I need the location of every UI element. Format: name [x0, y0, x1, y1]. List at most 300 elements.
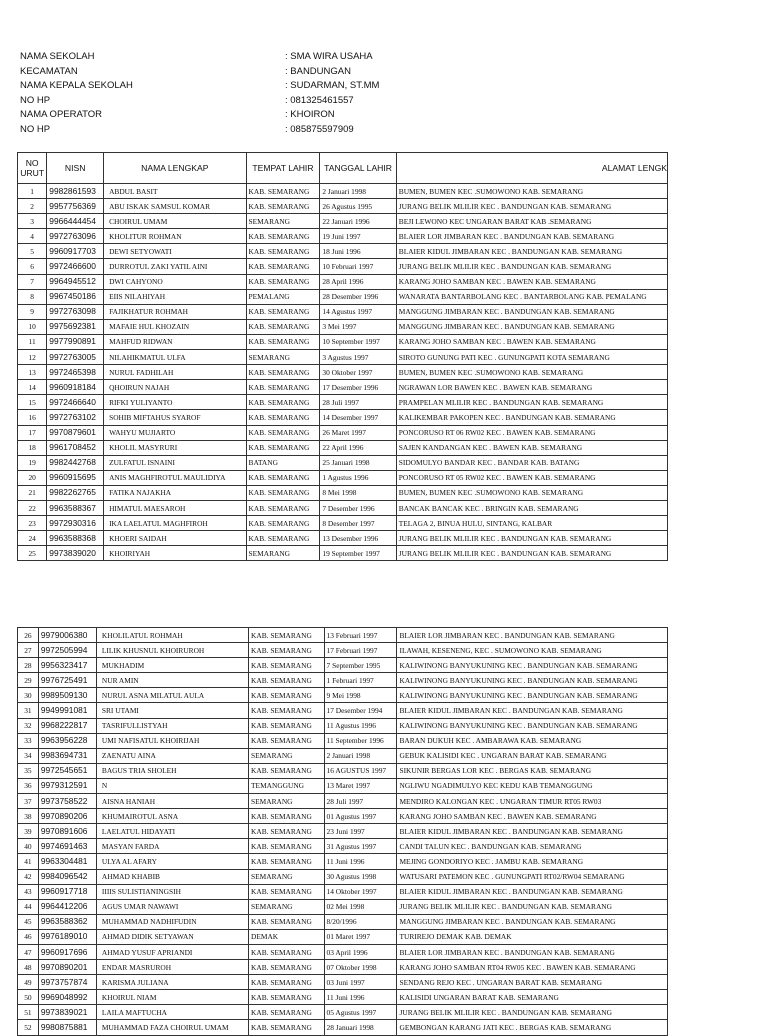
cell-alamat: KARANG JOHO SAMBAN KEC . BAWEN KAB. SEMARANG [396, 334, 667, 349]
cell-nisn: 9977990891 [47, 334, 104, 349]
cell-tempat: PEMALANG [246, 289, 320, 304]
info-value: : 081325461557 [285, 94, 354, 106]
table-row [18, 440, 668, 455]
cell-alamat: KALIWINONG BANYUKUNING KEC . BANDUNGAN KAB. SEMARANG [397, 718, 668, 733]
cell-nisn: 9976725491 [38, 673, 96, 688]
cell-nama: LILIK KHUSNUL KHOIRUROH [96, 643, 248, 658]
cell-no: 28 [18, 658, 39, 673]
cell-tanggal: 17 Desember 1996 [320, 380, 396, 395]
table-row [18, 546, 668, 561]
cell-no: 17 [18, 425, 47, 440]
cell-tempat: DEMAK [249, 929, 325, 944]
cell-no: 47 [18, 944, 39, 959]
cell-nisn: 9967450186 [47, 289, 104, 304]
table-row [18, 778, 668, 793]
cell-nama: BAGUS TRIA SHOLEH [96, 763, 248, 778]
table-row [18, 425, 668, 440]
cell-alamat: BARAN DUKUH KEC . AMBARAWA KAB. SEMARANG [397, 733, 668, 748]
table-row [18, 824, 668, 839]
cell-tanggal: 28 Juli 1997 [324, 794, 397, 809]
cell-tempat: SEMARANG [249, 899, 325, 914]
info-label: NAMA KEPALA SEKOLAH [20, 80, 133, 92]
cell-no: 45 [18, 914, 39, 929]
cell-alamat: JURANG BELIK MLILIR KEC . BANDUNGAN KAB. SEMARANG [397, 1005, 668, 1020]
cell-alamat: BUMEN, BUMEN KEC .SUMOWONO KAB. SEMARANG [396, 184, 667, 199]
cell-no: 7 [18, 274, 47, 289]
table-row [18, 914, 668, 929]
cell-alamat: CANDI TALUN KEC . BANDUNGAN KAB. SEMARANG [397, 839, 668, 854]
table-row [18, 319, 668, 334]
cell-no: 51 [18, 1005, 39, 1020]
cell-tempat: KAB. SEMARANG [246, 395, 320, 410]
cell-tanggal: 7 September 1995 [324, 658, 397, 673]
cell-tanggal: 31 Agustus 1997 [324, 839, 397, 854]
cell-no: 39 [18, 824, 39, 839]
cell-nama: MAFAIE HUL KHOZAIN [104, 319, 246, 334]
student-table-page-1 [0, 152, 668, 558]
col-header-nisn: NISN [47, 153, 104, 184]
cell-tanggal: 8 Mei 1998 [320, 485, 396, 500]
cell-nisn: 9970890201 [38, 960, 96, 975]
cell-nama: NILAHIKMATUL ULFA [104, 350, 246, 365]
cell-no: 18 [18, 440, 47, 455]
cell-tanggal: 02 Mei 1998 [324, 899, 397, 914]
cell-nama: AHMAD KHABIB [96, 869, 248, 884]
cell-nama: FATIKA NAJAKHA [104, 485, 246, 500]
cell-alamat: ILAWAH, KESENENG, KEC . SUMOWONO KAB. SEMARANG [397, 643, 668, 658]
cell-tempat: KAB. SEMARANG [249, 628, 325, 643]
info-label: KECAMATAN [20, 65, 78, 77]
cell-nama: KARISMA JULIANA [96, 975, 248, 990]
cell-alamat: MANGGUNG JIMBARAN KEC . BANDUNGAN KAB. SEMARANG [397, 914, 668, 929]
cell-no: 25 [18, 546, 47, 561]
info-value: : 085875597909 [285, 123, 354, 135]
cell-tanggal: 22 Januari 1996 [320, 214, 396, 229]
cell-tempat: KAB. SEMARANG [246, 470, 320, 485]
table-row [18, 229, 668, 244]
cell-nisn: 9973758522 [38, 794, 96, 809]
table-row [18, 410, 668, 425]
cell-nisn: 9983694731 [38, 748, 96, 763]
cell-tempat: KAB. SEMARANG [249, 884, 325, 899]
cell-tempat: KAB. SEMARANG [249, 854, 325, 869]
cell-no: 46 [18, 929, 39, 944]
table-row [18, 1020, 668, 1035]
table-row [18, 350, 668, 365]
table-row [18, 500, 668, 515]
cell-tanggal: 13 Februari 1997 [324, 628, 397, 643]
table-row [18, 929, 668, 944]
cell-tanggal: 23 Juni 1997 [324, 824, 397, 839]
cell-nama: ANIS MAGHFIROTUL MAULIDIYA [104, 470, 246, 485]
cell-nama: LAELATUL HIDAYATI [96, 824, 248, 839]
cell-alamat: BLAIER KIDUL JIMBARAN KEC . BANDUNGAN KAB. SEMARANG [397, 703, 668, 718]
cell-nisn: 9970890206 [38, 809, 96, 824]
cell-nama: DURROTUL ZAKI YATIL AINI [104, 259, 246, 274]
col-header-alamat: ALAMAT LENGK [396, 153, 667, 184]
table-row [18, 274, 668, 289]
cell-alamat: PONCORUSO RT 05 RW02 KEC . BAWEN KAB. SEMARANG [396, 470, 667, 485]
cell-tanggal: 13 Maret 1997 [324, 778, 397, 793]
table-row [18, 794, 668, 809]
cell-nisn: 9975692381 [47, 319, 104, 334]
table-row [18, 259, 668, 274]
cell-tempat: TEMANGGUNG [249, 778, 325, 793]
table-row [18, 658, 668, 673]
cell-no: 42 [18, 869, 39, 884]
cell-tempat: KAB. SEMARANG [246, 365, 320, 380]
table-row [18, 733, 668, 748]
cell-no: 19 [18, 455, 47, 470]
info-label: NO HP [20, 94, 51, 106]
cell-nisn: 9972763098 [47, 304, 104, 319]
cell-tempat: KAB. SEMARANG [249, 914, 325, 929]
cell-alamat: SIKUNIR BERGAS LOR KEC . BERGAS KAB. SEMARANG [397, 763, 668, 778]
table-row [18, 380, 668, 395]
cell-no: 35 [18, 763, 39, 778]
cell-alamat: WATUSARI PATEMON KEC . GUNUNGPATI RT02/RW04 SEMARANG [397, 869, 668, 884]
cell-nama: NURUL FADHILAH [104, 365, 246, 380]
cell-nama: SOHIB MIFTAHUS SYAROF [104, 410, 246, 425]
cell-no: 11 [18, 334, 47, 349]
cell-tempat: KAB. SEMARANG [246, 334, 320, 349]
cell-nama: ABDUL BASIT [104, 184, 246, 199]
cell-nisn: 9972763096 [47, 229, 104, 244]
cell-alamat: BLAIER LOR JIMBARAN KEC . BANDUNGAN KAB. SEMARANG [397, 628, 668, 643]
info-value: : BANDUNGAN [285, 65, 351, 77]
cell-alamat: KARANG JOHO SAMBAN KEC . BAWEN KAB. SEMARANG [397, 809, 668, 824]
cell-tanggal: 22 April 1996 [320, 440, 396, 455]
table-row [18, 643, 668, 658]
cell-tempat: KAB. SEMARANG [249, 718, 325, 733]
cell-tempat: KAB. SEMARANG [249, 839, 325, 854]
cell-tempat: KAB. SEMARANG [249, 703, 325, 718]
cell-no: 26 [18, 628, 39, 643]
cell-nama: KHOLITUR ROHMAN [104, 229, 246, 244]
cell-tanggal: 13 Desember 1996 [320, 531, 396, 546]
cell-nisn: 9973839020 [47, 546, 104, 561]
cell-no: 43 [18, 884, 39, 899]
cell-tanggal: 18 Juni 1996 [320, 244, 396, 259]
cell-alamat: PONCORUSO RT 06 RW02 KEC . BAWEN KAB. SEMARANG [396, 425, 667, 440]
cell-nama: CHOIRUL UMAM [104, 214, 246, 229]
cell-alamat: SENDANG REJO KEC . UNGARAN BARAT KAB. SEMARANG [397, 975, 668, 990]
cell-nama: KHOLIL MASYRURI [104, 440, 246, 455]
table-row [18, 516, 668, 531]
cell-nama: ULYA AL AFARY [96, 854, 248, 869]
cell-no: 21 [18, 485, 47, 500]
table-row [18, 944, 668, 959]
cell-tanggal: 05 Agustus 1997 [324, 1005, 397, 1020]
cell-alamat: TELAGA 2, BINUA HULU, SINTANG, KALBAR [396, 516, 667, 531]
cell-alamat: TURIREJO DEMAK KAB. DEMAK [397, 929, 668, 944]
cell-nama: MUKHADIM [96, 658, 248, 673]
cell-nama: ABU ISKAK SAMSUL KOMAR [104, 199, 246, 214]
cell-alamat: KARANG JOHO SAMBAN KEC . BAWEN KAB. SEMARANG [396, 274, 667, 289]
table-row [18, 628, 668, 643]
table-row [18, 703, 668, 718]
cell-alamat: KALISIDI UNGARAN BARAT KAB. SEMARANG [397, 990, 668, 1005]
cell-tanggal: 30 Agustus 1998 [324, 869, 397, 884]
cell-nisn: 9966444454 [47, 214, 104, 229]
cell-tanggal: 28 Juli 1997 [320, 395, 396, 410]
cell-nisn: 9979006380 [38, 628, 96, 643]
cell-no: 37 [18, 794, 39, 809]
cell-tempat: KAB. SEMARANG [246, 304, 320, 319]
info-value: : SUDARMAN, ST.MM [285, 80, 380, 92]
cell-nama: ZAENATU AINA [96, 748, 248, 763]
cell-alamat: SAJEN KANDANGAN KEC . BAWEN KAB. SEMARANG [396, 440, 667, 455]
info-label: NAMA SEKOLAH [20, 51, 95, 62]
cell-no: 15 [18, 395, 47, 410]
cell-alamat: PRAMPELAN MLILIR KEC . BANDUNGAN KAB. SEMARANG [396, 395, 667, 410]
cell-tanggal: 11 Juni 1996 [324, 854, 397, 869]
table-row [18, 304, 668, 319]
cell-no: 14 [18, 380, 47, 395]
cell-alamat: KALIWINONG BANYUKUNING KEC . BANDUNGAN KAB. SEMARANG [397, 673, 668, 688]
cell-nisn: 9963588367 [47, 500, 104, 515]
cell-tempat: KAB. SEMARANG [249, 688, 325, 703]
info-value: : SMA WIRA USAHA [285, 51, 373, 62]
table-row [18, 334, 668, 349]
cell-tanggal: 14 Desember 1997 [320, 410, 396, 425]
cell-nisn: 9970879601 [47, 425, 104, 440]
table-row [18, 975, 668, 990]
table-row [18, 990, 668, 1005]
cell-tempat: KAB. SEMARANG [249, 990, 325, 1005]
cell-nisn: 9972763102 [47, 410, 104, 425]
cell-no: 2 [18, 199, 47, 214]
cell-tempat: KAB. SEMARANG [246, 199, 320, 214]
cell-alamat: KARANG JOHO SAMBAN RT04 RW05 KEC . BAWEN KAB. SEMARANG [397, 960, 668, 975]
cell-tempat: KAB. SEMARANG [246, 500, 320, 515]
cell-nisn: 9960915695 [47, 470, 104, 485]
table-row [18, 688, 668, 703]
cell-nisn: 9957756369 [47, 199, 104, 214]
cell-no: 49 [18, 975, 39, 990]
cell-tempat: SEMARANG [246, 214, 320, 229]
cell-alamat: SIDOMULYO BANDAR KEC . BANDAR KAB. BATANG [396, 455, 667, 470]
cell-tempat: KAB. SEMARANG [246, 229, 320, 244]
cell-nisn: 9979312591 [38, 778, 96, 793]
cell-no: 52 [18, 1020, 39, 1035]
info-label: NAMA OPERATOR [20, 109, 102, 121]
cell-nama: N [96, 778, 248, 793]
cell-alamat: BEJI LEWONO KEC UNGARAN BARAT KAB .SEMARANG [396, 214, 667, 229]
cell-nama: IKA LAELATUL MAGHFIROH [104, 516, 246, 531]
cell-no: 40 [18, 839, 39, 854]
cell-tanggal: 11 Juni 1996 [324, 990, 397, 1005]
cell-nama: AHMAD YUSUF APRIANDI [96, 944, 248, 959]
cell-nisn: 9969048992 [38, 990, 96, 1005]
cell-tanggal: 03 April 1996 [324, 944, 397, 959]
cell-no: 1 [18, 184, 47, 199]
cell-no: 8 [18, 289, 47, 304]
cell-nama: SRI UTAMI [96, 703, 248, 718]
cell-nisn: 9961708452 [47, 440, 104, 455]
cell-alamat: MEJING GONDORIYO KEC . JAMBU KAB. SEMARANG [397, 854, 668, 869]
table-header-row [18, 153, 668, 184]
cell-no: 6 [18, 259, 47, 274]
cell-tempat: KAB. SEMARANG [246, 485, 320, 500]
cell-nama: RIFKI YULIYANTO [104, 395, 246, 410]
table-row [18, 673, 668, 688]
cell-tanggal: 3 Mei 1997 [320, 319, 396, 334]
cell-nisn: 9982861593 [47, 184, 104, 199]
cell-tanggal: 8 Desember 1997 [320, 516, 396, 531]
cell-nisn: 9960917696 [38, 944, 96, 959]
cell-tanggal: 14 Oktober 1997 [324, 884, 397, 899]
cell-tempat: BATANG [246, 455, 320, 470]
cell-tempat: KAB. SEMARANG [249, 1005, 325, 1020]
cell-tanggal: 10 September 1997 [320, 334, 396, 349]
cell-nisn: 9964945512 [47, 274, 104, 289]
cell-nisn: 9974691463 [38, 839, 96, 854]
cell-nisn: 9972466600 [47, 259, 104, 274]
cell-no: 13 [18, 365, 47, 380]
cell-alamat: KALIWINONG BANYUKUNING KEC . BANDUNGAN KAB. SEMARANG [397, 688, 668, 703]
table-row [18, 244, 668, 259]
cell-tempat: KAB. SEMARANG [249, 975, 325, 990]
cell-alamat: BLAIER LOR JIMBARAN KEC . BANDUNGAN KAB. SEMARANG [396, 229, 667, 244]
cell-tempat: KAB. SEMARANG [246, 425, 320, 440]
table-row [18, 748, 668, 763]
cell-tanggal: 19 September 1997 [320, 546, 396, 561]
cell-alamat: BUMEN, BUMEN KEC .SUMOWONO KAB. SEMARANG [396, 365, 667, 380]
cell-tempat: KAB. SEMARANG [246, 516, 320, 531]
cell-tempat: KAB. SEMARANG [249, 944, 325, 959]
cell-alamat: JURANG BELIK MLILIR KEC . BANDUNGAN KAB. SEMARANG [396, 199, 667, 214]
cell-no: 3 [18, 214, 47, 229]
cell-tempat: KAB. SEMARANG [246, 319, 320, 334]
cell-tempat: KAB. SEMARANG [249, 673, 325, 688]
cell-alamat: MANGGUNG JIMBARAN KEC . BANDUNGAN KAB. SEMARANG [396, 304, 667, 319]
cell-nisn: 9972505994 [38, 643, 96, 658]
cell-no: 50 [18, 990, 39, 1005]
cell-tempat: SEMARANG [249, 748, 325, 763]
cell-no: 10 [18, 319, 47, 334]
cell-tanggal: 28 Januari 1998 [324, 1020, 397, 1035]
cell-nisn: 9972763005 [47, 350, 104, 365]
table-row [18, 199, 668, 214]
cell-tempat: KAB. SEMARANG [246, 440, 320, 455]
cell-tanggal: 19 Juni 1997 [320, 229, 396, 244]
cell-alamat: KALIWINONG BANYUKUNING KEC . BANDUNGAN KAB. SEMARANG [397, 658, 668, 673]
cell-tanggal: 14 Agustus 1997 [320, 304, 396, 319]
cell-no: 34 [18, 748, 39, 763]
cell-nisn: 9982442768 [47, 455, 104, 470]
table-row [18, 485, 668, 500]
table-row [18, 470, 668, 485]
cell-no: 32 [18, 718, 39, 733]
cell-nama: KHUMAIROTUL ASNA [96, 809, 248, 824]
cell-alamat: NGLIWU NGADIMULYO KEC KEDU KAB TEMANGGUNG [397, 778, 668, 793]
table-row [18, 531, 668, 546]
cell-alamat: GEBUK KALISIDI KEC . UNGARAN BARAT KAB. SEMARANG [397, 748, 668, 763]
cell-no: 44 [18, 899, 39, 914]
cell-nisn: 9980875881 [38, 1020, 96, 1035]
cell-nama: KHOLILATUL ROHMAH [96, 628, 248, 643]
student-table [17, 152, 668, 561]
cell-nisn: 9982262765 [47, 485, 104, 500]
cell-no: 31 [18, 703, 39, 718]
table-row [18, 184, 668, 199]
cell-tanggal: 01 Maret 1997 [324, 929, 397, 944]
cell-no: 9 [18, 304, 47, 319]
table-row [18, 899, 668, 914]
table-row [18, 395, 668, 410]
cell-tanggal: 30 Oktober 1997 [320, 365, 396, 380]
cell-alamat: NGRAWAN LOR BAWEN KEC . BAWEN KAB. SEMARANG [396, 380, 667, 395]
cell-tanggal: 16 AGUSTUS 1997 [324, 763, 397, 778]
cell-nama: MUHAMMAD NADHIFUDIN [96, 914, 248, 929]
cell-no: 23 [18, 516, 47, 531]
col-header-nama: NAMA LENGKAP [104, 153, 246, 184]
table-row [18, 869, 668, 884]
cell-alamat: JURANG BELIK MLILIR KEC . BANDUNGAN KAB. SEMARANG [396, 531, 667, 546]
cell-tempat: KAB. SEMARANG [249, 960, 325, 975]
cell-nisn: 9960918184 [47, 380, 104, 395]
cell-tempat: KAB. SEMARANG [246, 380, 320, 395]
cell-nisn: 9972930316 [47, 516, 104, 531]
cell-nama: UMI NAFISATUL KHOIRIJAH [96, 733, 248, 748]
cell-nama: IIIIS SULISTIANINGSIH [96, 884, 248, 899]
cell-alamat: KALIKEMBAR PAKOPEN KEC . BANDUNGAN KAB. SEMARANG [396, 410, 667, 425]
cell-nisn: 9963588368 [47, 531, 104, 546]
cell-tempat: KAB. SEMARANG [246, 531, 320, 546]
cell-no: 4 [18, 229, 47, 244]
cell-tanggal: 2 Januari 1998 [324, 748, 397, 763]
cell-nisn: 9973839021 [38, 1005, 96, 1020]
table-row [18, 884, 668, 899]
cell-nama: LAILA MAFTUCHA [96, 1005, 248, 1020]
cell-tempat: KAB. SEMARANG [249, 643, 325, 658]
cell-tempat: KAB. SEMARANG [246, 244, 320, 259]
cell-tanggal: 1 Februari 1997 [324, 673, 397, 688]
cell-tempat: SEMARANG [249, 794, 325, 809]
cell-tanggal: 26 Maret 1997 [320, 425, 396, 440]
cell-nisn: 9960917703 [47, 244, 104, 259]
cell-nisn: 9964412206 [38, 899, 96, 914]
cell-tempat: KAB. SEMARANG [246, 184, 320, 199]
cell-nama: TASRIFULLISTYAH [96, 718, 248, 733]
cell-nisn: 9960917718 [38, 884, 96, 899]
cell-alamat: JURANG BELIK MLILIR KEC . BANDUNGAN KAB. SEMARANG [396, 546, 667, 561]
cell-no: 24 [18, 531, 47, 546]
student-table-page-2 [0, 627, 668, 1032]
cell-nama: MAHFUD RIDWAN [104, 334, 246, 349]
cell-nisn: 9949991081 [38, 703, 96, 718]
cell-nisn: 9984096542 [38, 869, 96, 884]
table-row [18, 1005, 668, 1020]
col-header-tanggal: TANGGAL LAHIR [320, 153, 396, 184]
col-header-no: NO URUT [18, 153, 47, 184]
cell-nama: DEWI SETYOWATI [104, 244, 246, 259]
cell-tempat: KAB. SEMARANG [246, 259, 320, 274]
table-row [18, 839, 668, 854]
cell-tanggal: 8/20/1996 [324, 914, 397, 929]
cell-tempat: KAB. SEMARANG [246, 274, 320, 289]
cell-alamat: BLAIER KIDUL JIMBARAN KEC . BANDUNGAN KAB. SEMARANG [397, 824, 668, 839]
table-row [18, 854, 668, 869]
cell-tanggal: 25 Januari 1998 [320, 455, 396, 470]
cell-nama: ENDAR MASRUROH [96, 960, 248, 975]
cell-nisn: 9972466640 [47, 395, 104, 410]
table-row [18, 763, 668, 778]
table-row [18, 365, 668, 380]
cell-nama: ZULFATUL ISNAINI [104, 455, 246, 470]
cell-nama: AGUS UMAR NAWAWI [96, 899, 248, 914]
